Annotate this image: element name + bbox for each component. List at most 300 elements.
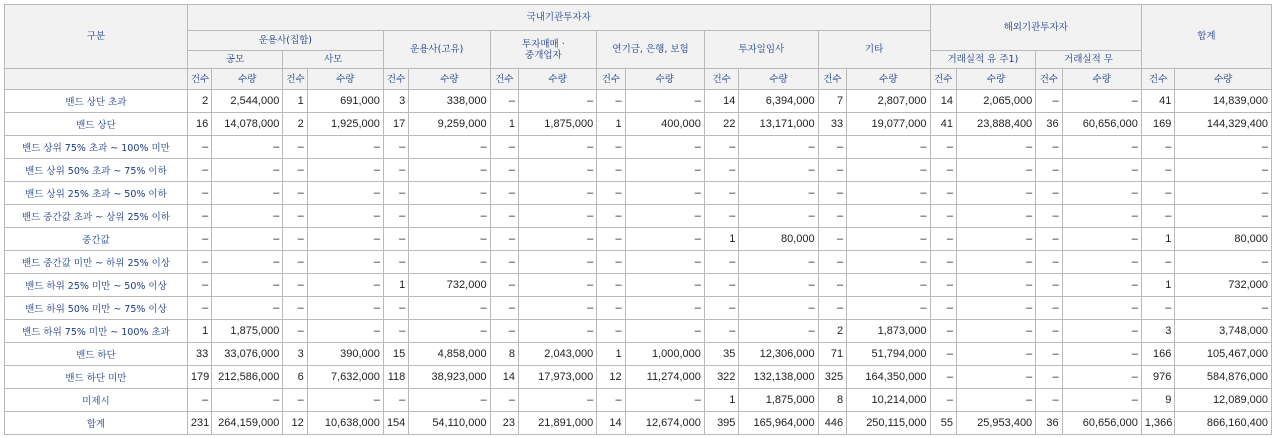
amount-cell: –	[519, 136, 597, 159]
amount-cell: –	[847, 274, 930, 297]
amount-cell: –	[739, 159, 818, 182]
count-cell: –	[187, 228, 211, 251]
row-label: 미제시	[5, 389, 188, 412]
amount-cell: 732,000	[409, 274, 490, 297]
amount-cell: –	[956, 389, 1035, 412]
count-cell: 169	[1141, 113, 1175, 136]
count-cell: –	[704, 297, 739, 320]
amount-cell: 9,259,000	[409, 113, 490, 136]
amount-cell: 7,632,000	[307, 366, 383, 389]
count-cell: –	[930, 343, 956, 366]
table-row	[5, 136, 1272, 159]
amount-cell: 6,394,000	[739, 90, 818, 113]
count-cell: –	[930, 274, 956, 297]
count-cell: –	[704, 320, 739, 343]
amount-cell: 250,115,000	[847, 412, 930, 435]
count-cell: –	[383, 136, 408, 159]
count-amount-header-row	[5, 69, 1272, 90]
count-header: 건수	[597, 69, 625, 90]
amount-cell: 338,000	[409, 90, 490, 113]
amount-cell: –	[307, 297, 383, 320]
count-cell: –	[1036, 205, 1062, 228]
amount-cell: –	[1062, 228, 1141, 251]
amount-cell: 1,875,000	[519, 113, 597, 136]
count-cell: –	[1036, 228, 1062, 251]
amount-cell: –	[956, 366, 1035, 389]
amount-cell: –	[519, 274, 597, 297]
row-label: 밴드 하단	[5, 343, 188, 366]
count-cell: 33	[818, 113, 846, 136]
count-cell: –	[930, 136, 956, 159]
amount-cell: 33,076,000	[212, 343, 283, 366]
count-cell: –	[1141, 297, 1175, 320]
count-header: 건수	[1036, 69, 1062, 90]
amount-cell: –	[212, 159, 283, 182]
amount-cell: 1,925,000	[307, 113, 383, 136]
count-cell: –	[383, 320, 408, 343]
table-row	[5, 228, 1272, 251]
count-cell: 12	[597, 366, 625, 389]
amount-cell: 732,000	[1175, 274, 1272, 297]
count-cell: –	[704, 205, 739, 228]
amount-cell: 80,000	[739, 228, 818, 251]
amount-cell: 4,858,000	[409, 343, 490, 366]
count-cell: –	[283, 182, 307, 205]
table-body	[5, 90, 1272, 435]
count-cell: 16	[187, 113, 211, 136]
count-cell: 2	[818, 320, 846, 343]
amount-cell: –	[409, 389, 490, 412]
row-label: 밴드 하위 75% 미만 ~ 100% 초과	[5, 320, 188, 343]
amount-header: 수량	[409, 69, 490, 90]
amount-cell: –	[1175, 205, 1272, 228]
amount-cell: –	[307, 159, 383, 182]
count-cell: –	[1036, 343, 1062, 366]
count-cell: –	[283, 159, 307, 182]
count-cell: 9	[1141, 389, 1175, 412]
amount-cell: –	[956, 182, 1035, 205]
amount-cell: –	[307, 320, 383, 343]
table-row	[5, 366, 1272, 389]
count-cell: 33	[187, 343, 211, 366]
count-cell: –	[818, 274, 846, 297]
count-cell: 14	[704, 90, 739, 113]
count-cell: –	[818, 228, 846, 251]
header-discretionary: 투자일임사	[704, 31, 818, 69]
amount-cell: –	[847, 136, 930, 159]
amount-cell: –	[625, 274, 704, 297]
amount-cell: –	[307, 274, 383, 297]
count-cell: –	[187, 251, 211, 274]
amount-cell: 400,000	[625, 113, 704, 136]
header-foreign-with-record: 거래실적 유 주1)	[930, 51, 1036, 69]
count-cell: –	[187, 159, 211, 182]
row-label: 밴드 상위 50% 초과 ~ 75% 이하	[5, 159, 188, 182]
amount-cell: –	[1062, 274, 1141, 297]
amount-cell: 212,586,000	[212, 366, 283, 389]
table-row	[5, 343, 1272, 366]
count-cell: 6	[283, 366, 307, 389]
amount-cell: –	[519, 205, 597, 228]
count-cell: –	[704, 136, 739, 159]
amount-cell: 17,973,000	[519, 366, 597, 389]
count-cell: 1	[597, 113, 625, 136]
amount-cell: –	[625, 159, 704, 182]
count-cell: –	[704, 274, 739, 297]
count-header: 건수	[818, 69, 846, 90]
count-cell: 179	[187, 366, 211, 389]
count-cell: –	[704, 251, 739, 274]
amount-cell: –	[739, 320, 818, 343]
count-cell: –	[490, 90, 518, 113]
amount-cell: –	[519, 228, 597, 251]
amount-cell: 2,544,000	[212, 90, 283, 113]
count-cell: –	[490, 228, 518, 251]
amount-cell: –	[625, 320, 704, 343]
amount-cell: –	[519, 159, 597, 182]
amount-cell: 1,875,000	[739, 389, 818, 412]
amount-cell: –	[739, 297, 818, 320]
row-label: 중간값	[5, 228, 188, 251]
count-cell: –	[1036, 320, 1062, 343]
row-label: 밴드 상위 75% 초과 ~ 100% 미만	[5, 136, 188, 159]
count-cell: –	[930, 251, 956, 274]
count-cell: 8	[818, 389, 846, 412]
amount-cell: –	[847, 205, 930, 228]
row-label: 밴드 하위 50% 미만 ~ 75% 이상	[5, 297, 188, 320]
amount-cell: –	[739, 205, 818, 228]
amount-cell: –	[409, 136, 490, 159]
count-cell: 166	[1141, 343, 1175, 366]
count-cell: –	[597, 90, 625, 113]
count-cell: 322	[704, 366, 739, 389]
count-cell: –	[187, 182, 211, 205]
count-header: 건수	[704, 69, 739, 90]
amount-cell: –	[307, 389, 383, 412]
amount-cell: –	[409, 205, 490, 228]
count-cell: –	[930, 159, 956, 182]
amount-cell: 10,638,000	[307, 412, 383, 435]
amount-header: 수량	[1175, 69, 1272, 90]
amount-cell: –	[519, 182, 597, 205]
amount-cell: 264,159,000	[212, 412, 283, 435]
amount-cell: –	[847, 182, 930, 205]
amount-cell: 2,065,000	[956, 90, 1035, 113]
amount-cell: –	[625, 90, 704, 113]
header-broker: 투자매매 · 중개업자	[490, 31, 597, 69]
amount-cell: 866,160,400	[1175, 412, 1272, 435]
count-cell: –	[490, 159, 518, 182]
count-cell: 1,366	[1141, 412, 1175, 435]
header-collective: 운용사(집합)	[187, 31, 383, 51]
count-cell: –	[1141, 182, 1175, 205]
header-other: 기타	[818, 31, 930, 69]
count-cell: –	[490, 136, 518, 159]
count-cell: 1	[490, 113, 518, 136]
amount-cell: 1,875,000	[212, 320, 283, 343]
count-cell: 1	[187, 320, 211, 343]
amount-cell: –	[212, 136, 283, 159]
count-cell: 446	[818, 412, 846, 435]
amount-cell: –	[956, 320, 1035, 343]
amount-cell: 144,329,400	[1175, 113, 1272, 136]
count-cell: –	[1036, 136, 1062, 159]
amount-cell: –	[625, 205, 704, 228]
amount-cell: 14,078,000	[212, 113, 283, 136]
amount-cell: –	[519, 320, 597, 343]
count-cell: 22	[704, 113, 739, 136]
count-cell: –	[490, 320, 518, 343]
table-row	[5, 412, 1272, 435]
count-cell: –	[187, 389, 211, 412]
count-cell: –	[930, 297, 956, 320]
amount-cell: –	[625, 228, 704, 251]
amount-cell: –	[1062, 205, 1141, 228]
table-row	[5, 389, 1272, 412]
amount-cell: –	[307, 182, 383, 205]
header-domestic: 국내기관투자자	[187, 5, 930, 31]
amount-cell: –	[847, 159, 930, 182]
amount-header: 수량	[519, 69, 597, 90]
count-cell: 14	[490, 366, 518, 389]
amount-cell: –	[956, 228, 1035, 251]
count-cell: –	[597, 136, 625, 159]
amount-cell: –	[307, 228, 383, 251]
count-cell: –	[490, 389, 518, 412]
amount-cell: –	[956, 251, 1035, 274]
amount-cell: –	[1062, 136, 1141, 159]
amount-cell: –	[625, 251, 704, 274]
amount-cell: 390,000	[307, 343, 383, 366]
count-cell: –	[383, 251, 408, 274]
count-cell: –	[597, 228, 625, 251]
amount-cell: 2,807,000	[847, 90, 930, 113]
count-cell: –	[383, 205, 408, 228]
amount-cell: –	[739, 136, 818, 159]
count-header: 건수	[930, 69, 956, 90]
amount-cell: 10,214,000	[847, 389, 930, 412]
count-cell: –	[187, 205, 211, 228]
amount-cell: 2,043,000	[519, 343, 597, 366]
amount-cell: –	[212, 274, 283, 297]
amount-cell: –	[409, 182, 490, 205]
amount-cell: –	[1175, 159, 1272, 182]
amount-cell: –	[212, 228, 283, 251]
amount-cell: 584,876,000	[1175, 366, 1272, 389]
amount-cell: –	[307, 136, 383, 159]
count-cell: –	[818, 297, 846, 320]
amount-cell: –	[1062, 90, 1141, 113]
count-cell: –	[283, 251, 307, 274]
amount-cell: –	[625, 389, 704, 412]
count-cell: –	[1036, 274, 1062, 297]
amount-cell: –	[625, 297, 704, 320]
count-cell: 1	[704, 389, 739, 412]
amount-cell: 12,306,000	[739, 343, 818, 366]
amount-cell: 12,089,000	[1175, 389, 1272, 412]
count-cell: –	[1141, 251, 1175, 274]
count-cell: –	[818, 136, 846, 159]
table-row	[5, 297, 1272, 320]
amount-cell: –	[1062, 297, 1141, 320]
amount-cell: –	[519, 90, 597, 113]
amount-cell: –	[847, 297, 930, 320]
count-cell: –	[1036, 366, 1062, 389]
amount-cell: –	[409, 320, 490, 343]
header-foreign: 해외기관투자자	[930, 5, 1141, 51]
amount-cell: –	[1062, 182, 1141, 205]
amount-header: 수량	[956, 69, 1035, 90]
amount-cell: –	[625, 136, 704, 159]
count-cell: 8	[490, 343, 518, 366]
count-cell: 154	[383, 412, 408, 435]
table-row	[5, 159, 1272, 182]
amount-cell: –	[625, 182, 704, 205]
amount-cell: –	[212, 251, 283, 274]
count-cell: –	[490, 274, 518, 297]
amount-cell: 165,964,000	[739, 412, 818, 435]
row-label: 밴드 상단	[5, 113, 188, 136]
count-cell: –	[930, 389, 956, 412]
count-cell: 3	[383, 90, 408, 113]
count-cell: 1	[283, 90, 307, 113]
count-cell: –	[1036, 389, 1062, 412]
row-label: 합계	[5, 412, 188, 435]
amount-cell: –	[1175, 136, 1272, 159]
count-cell: 1	[383, 274, 408, 297]
count-cell: 2	[283, 113, 307, 136]
count-cell: –	[383, 182, 408, 205]
count-cell: –	[283, 205, 307, 228]
count-cell: 15	[383, 343, 408, 366]
count-cell: –	[930, 320, 956, 343]
amount-cell: 105,467,000	[1175, 343, 1272, 366]
count-cell: –	[1141, 205, 1175, 228]
amount-cell: –	[1062, 159, 1141, 182]
amount-cell: –	[956, 205, 1035, 228]
amount-cell: –	[847, 228, 930, 251]
count-cell: –	[930, 182, 956, 205]
count-cell: 41	[930, 113, 956, 136]
count-cell: 2	[187, 90, 211, 113]
header-group: 구분	[5, 5, 188, 69]
count-cell: –	[283, 320, 307, 343]
amount-cell: –	[1062, 251, 1141, 274]
amount-cell: –	[1175, 182, 1272, 205]
count-cell: 3	[283, 343, 307, 366]
count-cell: 1	[1141, 228, 1175, 251]
amount-cell: 23,888,400	[956, 113, 1035, 136]
count-cell: –	[490, 297, 518, 320]
row-label: 밴드 중간값 미만 ~ 하위 25% 이상	[5, 251, 188, 274]
count-cell: –	[490, 205, 518, 228]
count-cell: 36	[1036, 113, 1062, 136]
amount-header: 수량	[739, 69, 818, 90]
amount-cell: –	[1062, 366, 1141, 389]
amount-cell: –	[519, 389, 597, 412]
amount-cell: –	[1062, 343, 1141, 366]
amount-cell: 164,350,000	[847, 366, 930, 389]
count-header: 건수	[187, 69, 211, 90]
row-label: 밴드 상위 25% 초과 ~ 50% 이하	[5, 182, 188, 205]
amount-cell: –	[739, 182, 818, 205]
count-cell: –	[930, 366, 956, 389]
amount-cell: 132,138,000	[739, 366, 818, 389]
amount-cell: –	[212, 182, 283, 205]
count-cell: –	[1141, 159, 1175, 182]
count-cell: –	[818, 205, 846, 228]
amount-cell: 11,274,000	[625, 366, 704, 389]
amount-cell: –	[956, 297, 1035, 320]
count-cell: 7	[818, 90, 846, 113]
count-cell: 395	[704, 412, 739, 435]
amount-cell: 691,000	[307, 90, 383, 113]
table-row	[5, 90, 1272, 113]
count-cell: 14	[597, 412, 625, 435]
count-cell: –	[283, 136, 307, 159]
count-cell: –	[283, 389, 307, 412]
amount-header: 수량	[307, 69, 383, 90]
amount-cell: –	[519, 297, 597, 320]
table-row	[5, 182, 1272, 205]
amount-cell: –	[956, 136, 1035, 159]
amount-header: 수량	[1062, 69, 1141, 90]
count-header: 건수	[490, 69, 518, 90]
count-cell: –	[704, 182, 739, 205]
count-cell: –	[597, 389, 625, 412]
amount-cell: 54,110,000	[409, 412, 490, 435]
amount-cell: 1,000,000	[625, 343, 704, 366]
count-cell: 12	[283, 412, 307, 435]
amount-cell: 51,794,000	[847, 343, 930, 366]
header-pension: 연기금, 은행, 보험	[597, 31, 705, 69]
amount-cell: –	[847, 251, 930, 274]
count-cell: 71	[818, 343, 846, 366]
amount-cell: –	[1062, 320, 1141, 343]
demand-forecast-table	[4, 4, 1272, 435]
count-cell: –	[597, 159, 625, 182]
count-cell: –	[187, 136, 211, 159]
count-cell: 17	[383, 113, 408, 136]
amount-cell: –	[739, 251, 818, 274]
count-cell: 41	[1141, 90, 1175, 113]
count-cell: –	[187, 274, 211, 297]
count-cell: –	[930, 228, 956, 251]
amount-cell: 80,000	[1175, 228, 1272, 251]
table-row	[5, 251, 1272, 274]
count-cell: –	[187, 297, 211, 320]
count-cell: 35	[704, 343, 739, 366]
amount-cell: 21,891,000	[519, 412, 597, 435]
row-label: 밴드 하단 미만	[5, 366, 188, 389]
count-cell: –	[383, 228, 408, 251]
amount-cell: –	[409, 159, 490, 182]
count-cell: 325	[818, 366, 846, 389]
count-cell: 3	[1141, 320, 1175, 343]
count-cell: 36	[1036, 412, 1062, 435]
count-cell: –	[597, 274, 625, 297]
count-cell: –	[383, 297, 408, 320]
header-public: 공모	[187, 51, 282, 69]
header-foreign-no-record: 거래실적 무	[1036, 51, 1142, 69]
count-cell: 1	[704, 228, 739, 251]
amount-cell: 19,077,000	[847, 113, 930, 136]
amount-cell: 14,839,000	[1175, 90, 1272, 113]
count-cell: 976	[1141, 366, 1175, 389]
amount-cell: –	[307, 251, 383, 274]
amount-cell: –	[409, 297, 490, 320]
count-cell: –	[597, 251, 625, 274]
